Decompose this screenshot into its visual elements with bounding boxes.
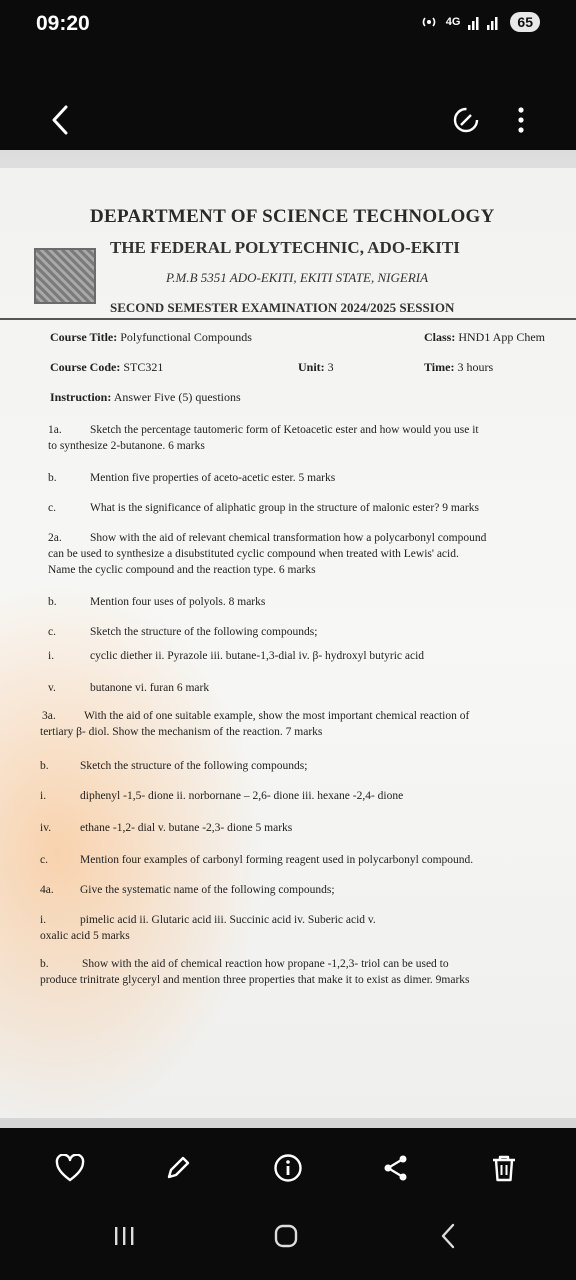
question-text-4b: Show with the aid of chemical reaction how propane -1,2,3- triol can be used to [82, 958, 449, 970]
instruction-row: Instruction: Answer Five (5) questions [50, 390, 241, 404]
auto-rotate-icon [451, 105, 481, 135]
time-row: Time: 3 hours [424, 360, 494, 374]
network-type: 4G [445, 16, 461, 28]
question-text-2a: Show with the aid of relevant chemical transformation how a polycarbonyl compound [90, 532, 487, 544]
home-button[interactable] [264, 1218, 308, 1254]
question-text-3a: With the aid of one suitable example, show the most important chemical reaction of [84, 710, 470, 722]
exam-paper [0, 168, 576, 1118]
question-text-2a-3: Name the cyclic compound and the reaction type. 6 marks [48, 564, 316, 576]
status-icons [420, 12, 540, 32]
question-number-2c: c. [48, 626, 56, 638]
delete-button[interactable] [484, 1148, 524, 1188]
system-navigation-bar [0, 1208, 576, 1264]
question-text-4a-i: pimelic acid ii. Glutaric acid iii. Succinic acid iv. Suberic acid v. [80, 914, 376, 926]
question-number-2b: b. [48, 596, 57, 608]
chevron-left-icon [50, 105, 70, 135]
class-row: Class: HND1 App Chem [424, 330, 546, 344]
question-number-3c: c. [40, 854, 48, 866]
question-text-4b-2: produce trinitrate glyceryl and mention three properties that make it to exist as dimer. 9marks [40, 974, 470, 986]
status-time: 09:20 [36, 12, 90, 35]
pencil-icon [164, 1154, 192, 1182]
question-number-4a-i: i. [40, 914, 47, 926]
info-icon [273, 1153, 303, 1183]
question-number-1a: 1a. [48, 424, 62, 436]
recents-icon [112, 1225, 136, 1247]
question-number-2c-v: v. [48, 682, 56, 694]
home-icon [273, 1223, 299, 1249]
exam-session: SECOND SEMESTER EXAMINATION 2024/2025 SESSION [110, 300, 455, 315]
hotspot-icon [420, 13, 438, 31]
back-button[interactable] [40, 98, 80, 142]
question-text-1a-2: to synthesize 2-butanone. 6 marks [48, 440, 205, 452]
question-text-3b-i: diphenyl -1,5- dione ii. norbornane – 2,6- dione iii. hexane -2,4- dione [80, 790, 404, 802]
share-button[interactable] [376, 1148, 416, 1188]
recents-button[interactable] [102, 1218, 146, 1254]
question-number-3a: 3a. [42, 710, 56, 722]
auto-rotate-button[interactable] [444, 98, 488, 142]
question-text-1c: What is the significance of aliphatic group in the structure of malonic ester? 9 marks [90, 502, 479, 514]
question-text-2c: Sketch the structure of the following compounds; [90, 626, 318, 638]
question-text-3a-2: tertiary β- diol. Show the mechanism of the reaction. 7 marks [40, 726, 323, 738]
question-text-3b-iv: ethane -1,2- dial v. butane -2,3- dione 5 marks [80, 822, 293, 834]
question-number-2c-i: i. [48, 650, 55, 662]
question-number-1c: c. [48, 502, 56, 514]
course-code-row: Course Code: STC321 [50, 360, 164, 374]
question-number-3b: b. [40, 760, 49, 772]
favorite-button[interactable] [50, 1148, 90, 1188]
polytechnic-logo [34, 248, 96, 304]
battery-indicator: 65 [510, 12, 540, 32]
unit-row: Unit: 3 [298, 360, 334, 374]
question-text-2c-v: butanone vi. furan 6 mark [90, 682, 210, 694]
viewer-action-bar [0, 1140, 576, 1196]
question-text-2a-2: can be used to synthesize a disubstituted cyclic compound when treated with Lewis' acid. [48, 548, 459, 560]
question-text-2b: Mention four uses of polyols. 8 marks [90, 596, 266, 608]
question-text-4a: Give the systematic name of the following compounds; [80, 884, 335, 896]
viewer-top-bar [0, 92, 576, 148]
question-number-3b-iv: iv. [40, 822, 52, 834]
institution-name: THE FEDERAL POLYTECHNIC, ADO-EKITI [110, 238, 460, 257]
details-button[interactable] [268, 1148, 308, 1188]
question-number-4b: b. [40, 958, 49, 970]
nav-back-button[interactable] [426, 1218, 470, 1254]
question-text-2c-i: cyclic diether ii. Pyrazole iii. butane-1,3-dial iv. β- hydroxyl butyric acid [90, 650, 425, 662]
nav-back-icon [440, 1223, 456, 1249]
trash-icon [491, 1154, 517, 1182]
institution-address: P.M.B 5351 ADO-EKITI, EKITI STATE, NIGERIA [166, 270, 429, 285]
question-number-1b: b. [48, 472, 57, 484]
question-text-1a: Sketch the percentage tautomeric form of Ketoacetic ester and how would you use it [90, 424, 479, 436]
share-icon [382, 1154, 410, 1182]
heart-icon [55, 1154, 85, 1182]
department-heading: DEPARTMENT OF SCIENCE TECHNOLOGY [90, 206, 495, 227]
question-number-2a: 2a. [48, 532, 62, 544]
photo-view[interactable] [0, 150, 576, 1128]
course-title-row: Course Title: Polyfunctional Compounds [50, 330, 252, 344]
more-vertical-icon [518, 107, 524, 133]
question-number-3b-i: i. [40, 790, 47, 802]
question-text-4a-2: oxalic acid 5 marks [40, 930, 130, 942]
question-text-1b: Mention five properties of aceto-acetic ester. 5 marks [90, 472, 336, 484]
question-text-3b: Sketch the structure of the following compounds; [80, 760, 308, 772]
header-rule [0, 318, 576, 320]
question-text-3c: Mention four examples of carbonyl forming reagent used in polycarbonyl compound. [80, 854, 474, 866]
signal-icon [468, 14, 502, 30]
question-number-4a: 4a. [40, 884, 54, 896]
status-bar [0, 0, 576, 52]
edit-button[interactable] [158, 1148, 198, 1188]
more-options-button[interactable] [506, 98, 536, 142]
